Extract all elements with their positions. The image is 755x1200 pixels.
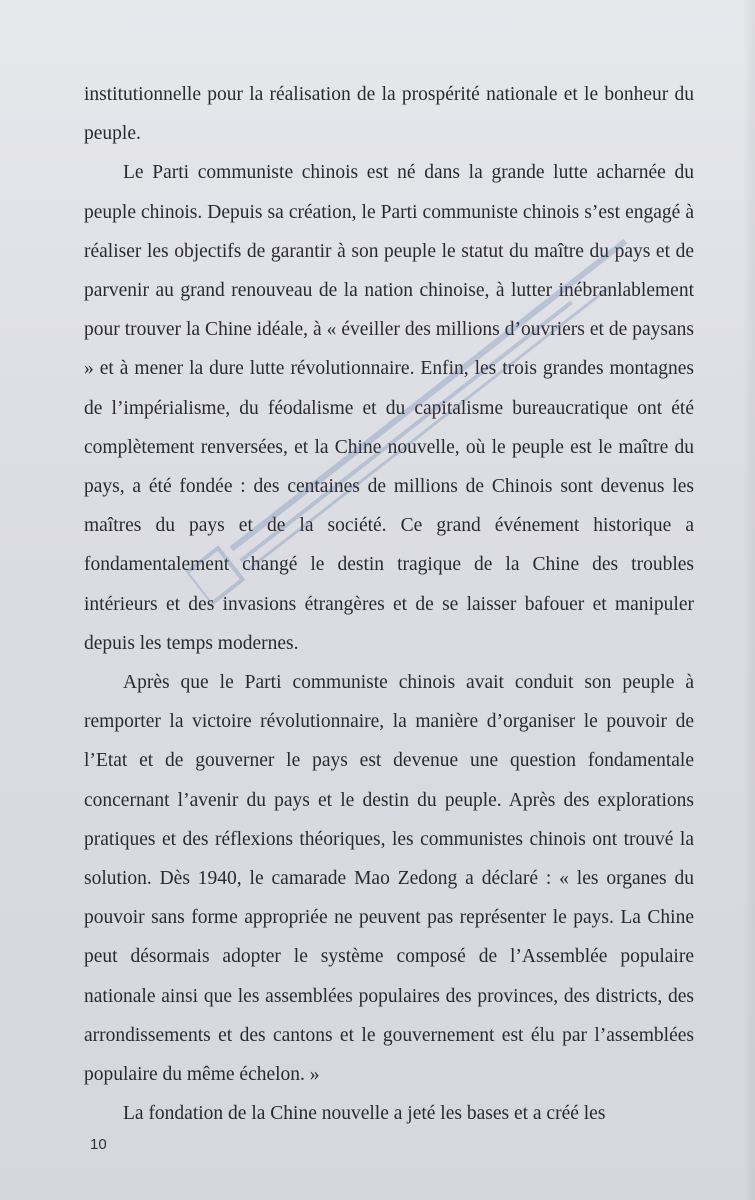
paragraph-1: institutionnelle pour la réalisation de la prospérité nationale et le bonheur du peuple.: [84, 84, 694, 145]
paragraph-3: Après que le Parti communiste chinois avait conduit son peuple à remporter la victoire révolutionnaire, la manière d’organiser le pouvoir de l’Etat et de gouverner le pays est devenue une question fondamentale concernant l’avenir du pays et le destin du peuple. Après des explorations pratiques et des réflexions théoriques, les communistes chinois ont trouvé la solution. Dès 1940, le camarade Mao Zedong a déclaré : « les organes du pouvoir sans forme appropriée ne peuvent pas représenter le pays. La Chine peut désormais adopter le système composé de l’Assemblée populaire nationale ainsi que les assemblées populaires des provinces, des districts, des arrondissements et des cantons et le gouvernement est élu par l’assemblées populaire du même échelon. »: [84, 672, 694, 1086]
paragraph-2: Le Parti communiste chinois est né dans la grande lutte acharnée du peuple chinois. Depuis sa création, le Parti communiste chinois s’est engagé à réaliser les objectifs de garantir à son peuple le statut du maître du pays et de parvenir au grand renouveau de la nation chinoise, à lutter inébranlablement pour trouver la Chine idéale, à « éveiller des millions d’ouvriers et de paysans » et à mener la dure lutte révolutionnaire. Enfin, les trois grandes montagnes de l’impérialisme, du féodalisme et du capitalisme bureaucratique ont été complètement renversées, et la Chine nouvelle, où le peuple est le maître du pays, a été fondée : des centaines de millions de Chinois sont devenus les maîtres du pays et de la société. Ce grand événement historique a fondamentalement changé le destin tragique de la Chine des troubles intérieurs et des invasions étrangères et de se laisser bafouer et manipuler depuis les temps modernes.: [84, 162, 694, 654]
body-text: [84, 75, 694, 1133]
page-edge-shadow: [743, 0, 755, 1200]
paragraph-4: La fondation de la Chine nouvelle a jeté les bases et a créé les: [123, 1103, 606, 1125]
page-number: 10: [90, 1136, 107, 1153]
